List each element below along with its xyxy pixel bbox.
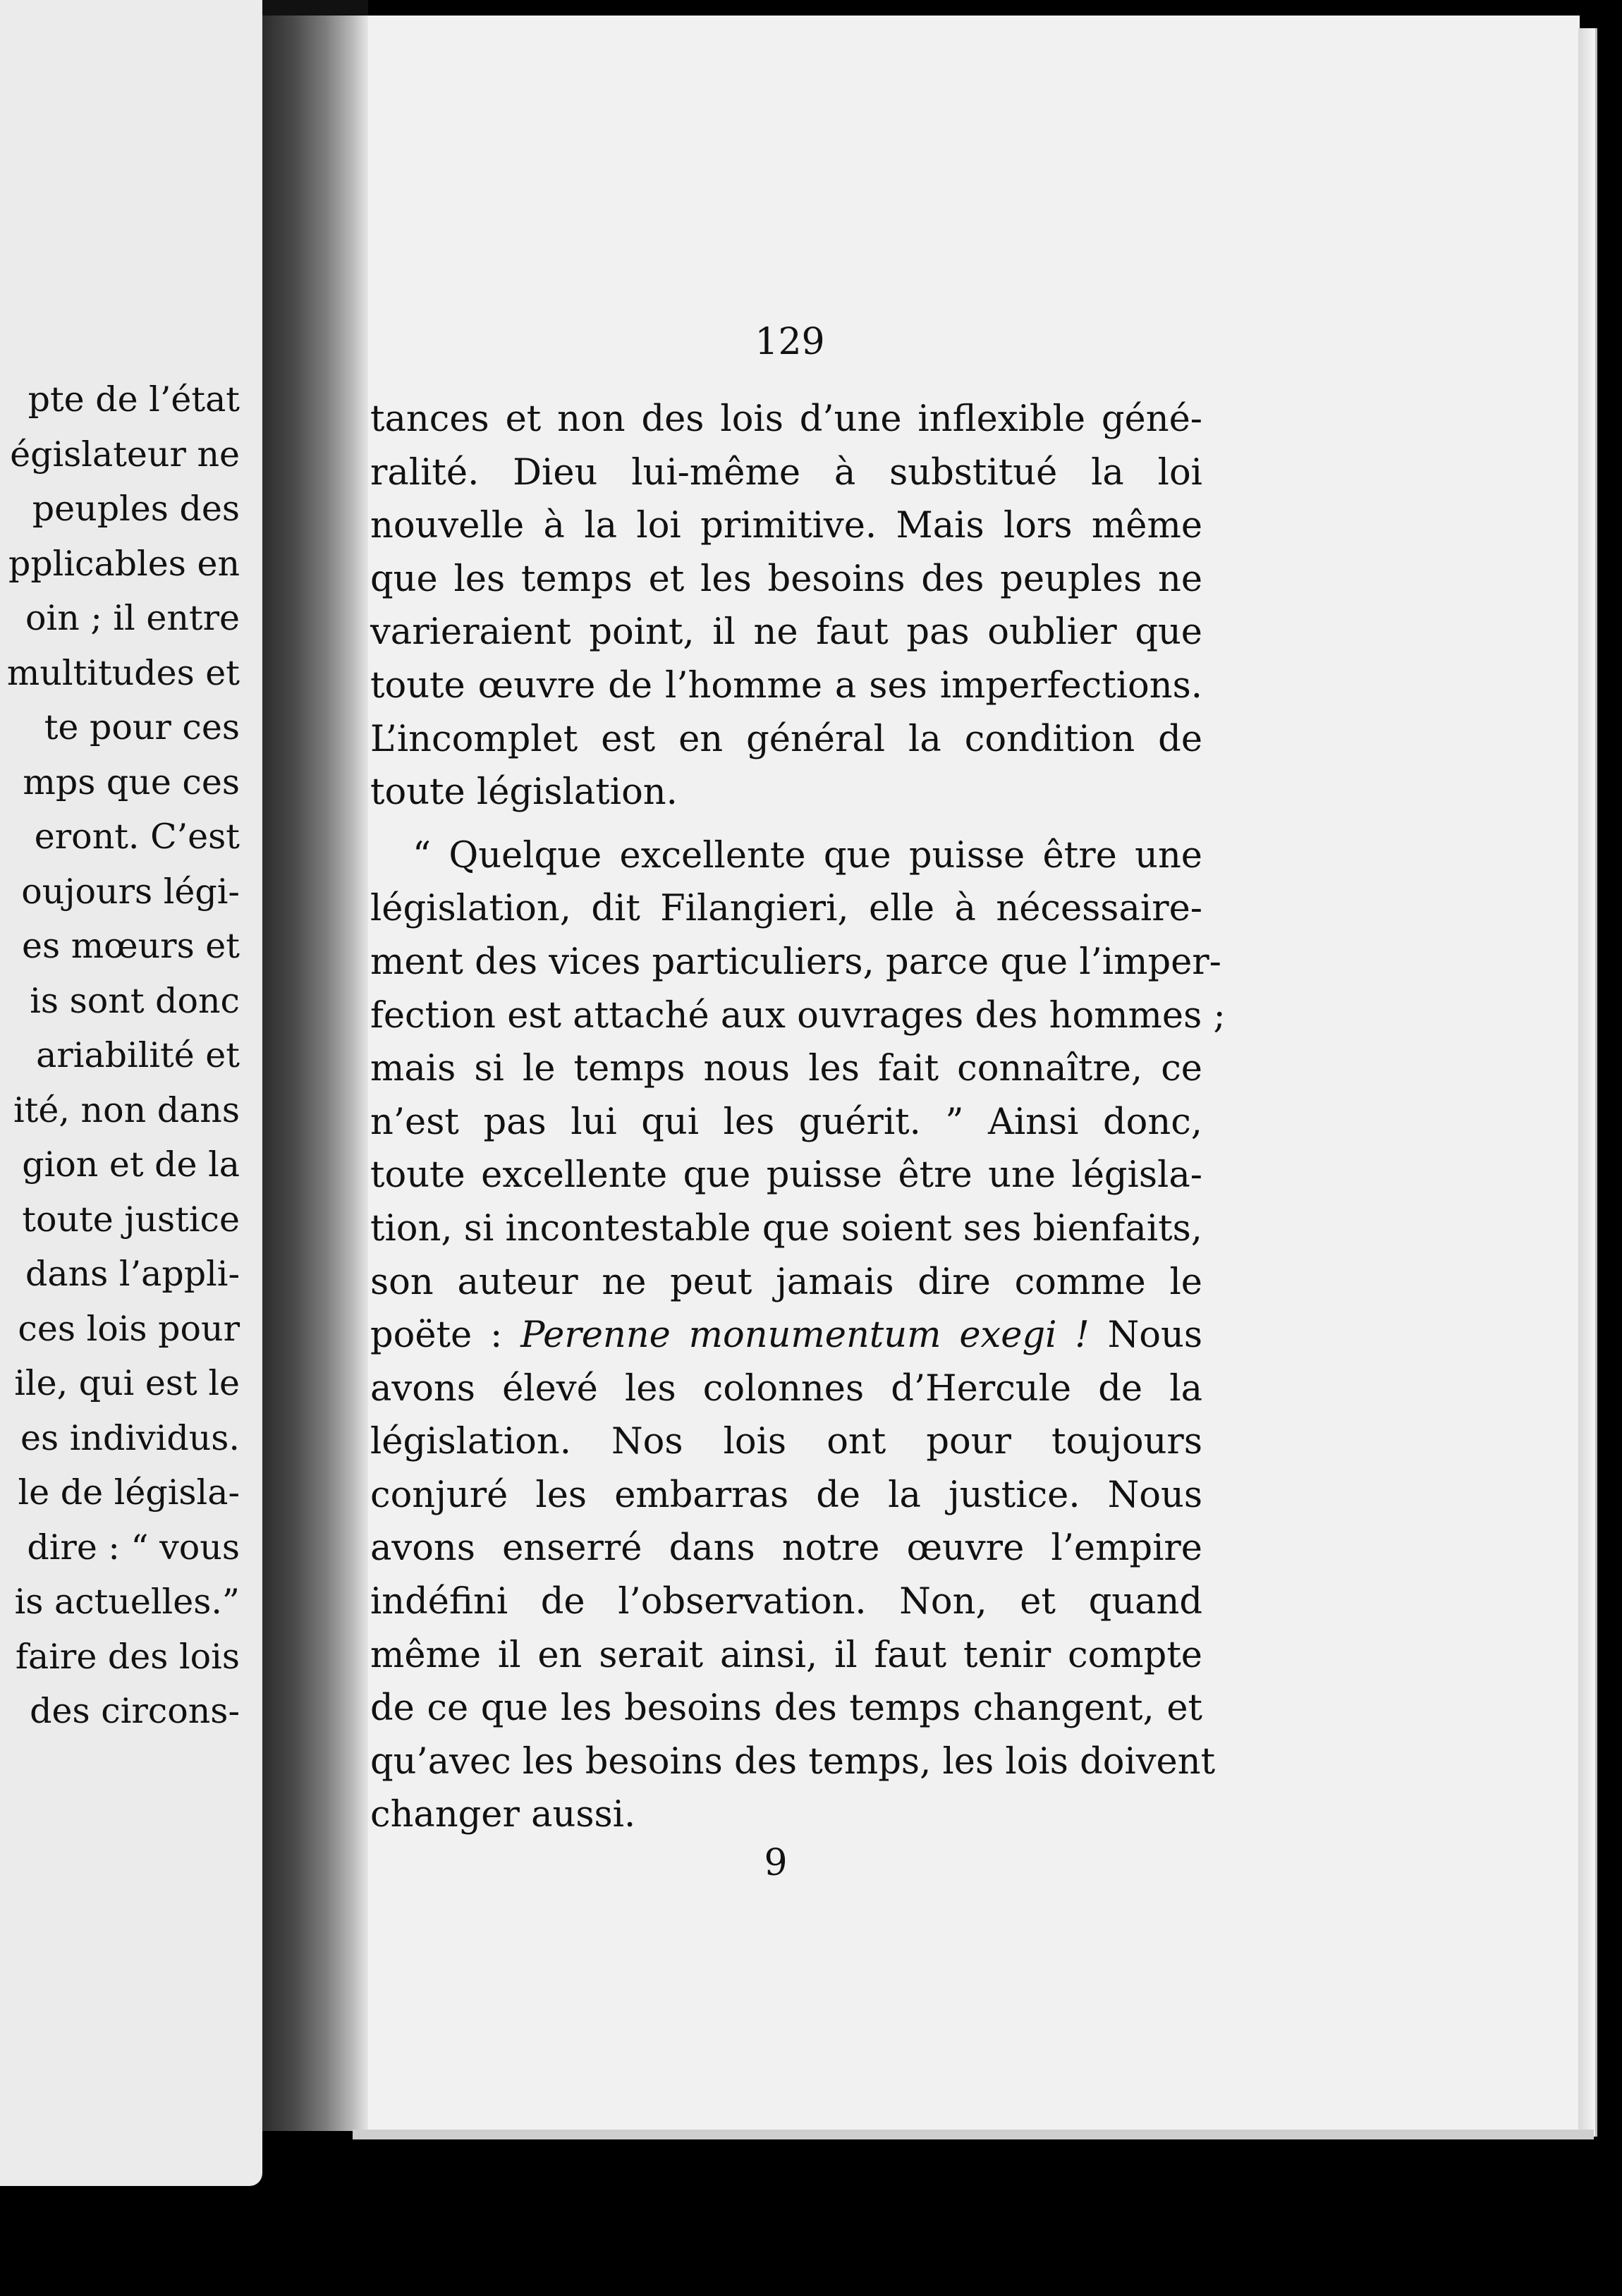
left-line: ariabilité et xyxy=(36,1035,240,1075)
body-line: son auteur ne peut jamais dire comme le xyxy=(370,1261,1202,1303)
latin-quote: Perenne monumentum exegi ! xyxy=(520,1314,1090,1357)
left-facing-page xyxy=(0,0,262,2186)
left-page-text xyxy=(0,372,240,1739)
left-line: peuples des xyxy=(32,489,240,529)
body-line: conjuré les embarras de la justice. Nous xyxy=(370,1474,1202,1516)
left-line: es individus. xyxy=(20,1417,240,1458)
left-line: pplicables en xyxy=(8,543,240,584)
left-line: gion et de la xyxy=(22,1144,240,1185)
left-line: toute justice xyxy=(22,1199,240,1240)
page-stack-edge xyxy=(1578,28,1597,2137)
left-line: es mœurs et xyxy=(21,926,240,966)
left-line: is actuelles.” xyxy=(14,1582,240,1622)
body-line: toute législation. xyxy=(370,771,678,814)
left-line: égislateur ne xyxy=(10,434,240,475)
body-line: avons enserré dans notre œuvre l’empire xyxy=(370,1527,1202,1570)
left-line: multitudes et xyxy=(6,652,240,693)
body-line: que les temps et les besoins des peuples ne xyxy=(370,558,1202,600)
body-line: avons élevé les colonnes d’Hercule de la xyxy=(370,1367,1202,1410)
body-line: L’incomplet est en général la condition de xyxy=(370,718,1202,760)
left-line: pte de l’état xyxy=(28,379,240,420)
signature-mark: 9 xyxy=(764,1842,788,1884)
body-line: toute œuvre de l’homme a ses imperfections. xyxy=(370,664,1202,707)
left-line: dire : “ vous xyxy=(27,1527,240,1568)
body-line: indéfini de l’observation. Non, et quand xyxy=(370,1581,1202,1623)
body-line: de ce que les besoins des temps changent, et xyxy=(370,1687,1202,1730)
left-line: oujours légi- xyxy=(21,871,240,912)
body-line: changer aussi. xyxy=(370,1794,636,1836)
left-line: faire des lois xyxy=(15,1636,240,1677)
poet-prefix: poëte : xyxy=(370,1314,503,1357)
page-bottom-edge xyxy=(353,2130,1594,2139)
body-line: législation. Nos lois ont pour toujours xyxy=(370,1421,1202,1463)
left-line: le de législa- xyxy=(18,1472,240,1513)
body-line: qu’avec les besoins des temps, les lois doivent xyxy=(370,1740,1216,1783)
poet-suffix: Nous xyxy=(1107,1314,1203,1357)
body-line: tances et non des lois d’une inflexible géné- xyxy=(370,398,1202,440)
body-line: toute excellente que puisse être une législa- xyxy=(370,1154,1202,1197)
page-gutter-shadow xyxy=(262,16,368,2131)
body-line: nouvelle à la loi primitive. Mais lors même xyxy=(370,505,1202,547)
left-line: te pour ces xyxy=(44,707,240,747)
left-line: ces lois pour xyxy=(18,1308,240,1349)
left-line: is sont donc xyxy=(30,980,240,1021)
body-line: ralité. Dieu lui-même à substitué la loi xyxy=(370,451,1202,494)
body-line: n’est pas lui qui les guérit. ” Ainsi donc, xyxy=(370,1101,1202,1143)
left-line: dans l’appli- xyxy=(25,1254,240,1294)
body-line: mais si le temps nous les fait connaître, ce xyxy=(370,1048,1202,1090)
body-line: même il en serait ainsi, il faut tenir compte xyxy=(370,1634,1202,1676)
left-line: oin ; il entre xyxy=(25,598,240,638)
body-line: tion, si incontestable que soient ses bienfaits, xyxy=(370,1207,1202,1250)
body-line-poet-quote xyxy=(370,1309,1202,1362)
body-line: législation, dit Filangieri, elle à nécessaire- xyxy=(370,888,1202,930)
page-number: 129 xyxy=(755,321,825,363)
main-body-text xyxy=(370,393,1226,1842)
body-line: fection est attaché aux ouvrages des hommes ; xyxy=(370,994,1226,1037)
paragraph-gap xyxy=(370,819,1202,829)
left-line: des circons- xyxy=(30,1691,240,1731)
body-line: varieraient point, il ne faut pas oublier que xyxy=(370,611,1202,654)
body-line: “ Quelque excellente que puisse être une xyxy=(413,834,1202,877)
body-line: ment des vices particuliers, parce que l’imper- xyxy=(370,941,1221,983)
left-line: ité, non dans xyxy=(13,1089,240,1130)
left-line: eront. C’est xyxy=(34,817,240,857)
left-line: ile, qui est le xyxy=(14,1363,240,1403)
left-line: mps que ces xyxy=(23,762,240,802)
